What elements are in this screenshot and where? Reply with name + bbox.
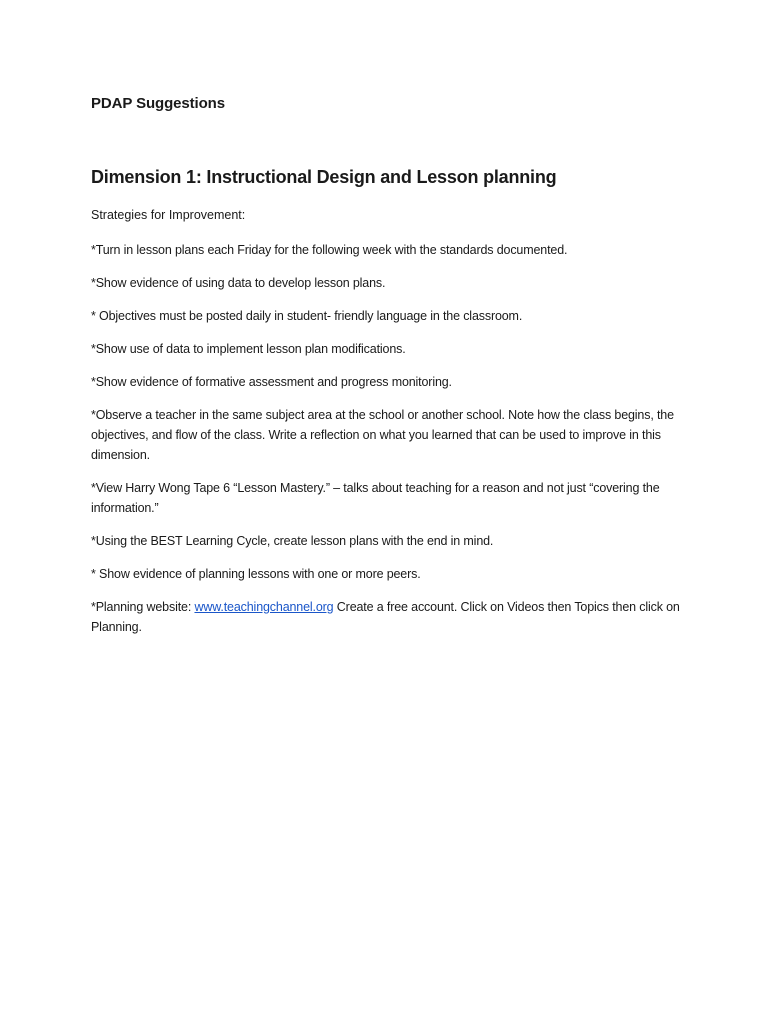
planning-suffix: Create a free account. Click on Videos then Topics then click on Planning. — [91, 600, 680, 634]
strategy-item: *View Harry Wong Tape 6 “Lesson Mastery.” – talks about teaching for a reason and not just “covering the information.” — [91, 481, 660, 515]
strategies-subheading: Strategies for Improvement: — [91, 208, 246, 222]
strategy-item: * Show evidence of planning lessons with one or more peers. — [91, 567, 421, 581]
strategy-item: *Observe a teacher in the same subject area at the school or another school. Note how the class begins, the objectives, and flow of the class. Write a reflection on what you learned that can be used to improve in this dimension. — [91, 408, 674, 462]
strategy-item: *Using the BEST Learning Cycle, create lesson plans with the end in mind. — [91, 534, 494, 548]
strategy-item: *Show use of data to implement lesson plan modifications. — [91, 342, 406, 356]
planning-prefix: *Planning website: — [91, 600, 195, 614]
planning-website-item — [91, 597, 686, 637]
strategy-list — [91, 240, 686, 650]
strategy-item: *Show evidence of formative assessment and progress monitoring. — [91, 375, 452, 389]
section-heading: Dimension 1: Instructional Design and Lesson planning — [91, 167, 557, 187]
strategy-item: *Show evidence of using data to develop lesson plans. — [91, 276, 386, 290]
strategy-item: *Turn in lesson plans each Friday for the following week with the standards documented. — [91, 243, 568, 257]
teachingchannel-link[interactable]: www.teachingchannel.org — [194, 600, 334, 614]
strategy-item: * Objectives must be posted daily in student- friendly language in the classroom. — [91, 309, 523, 323]
document-title: PDAP Suggestions — [91, 95, 225, 112]
